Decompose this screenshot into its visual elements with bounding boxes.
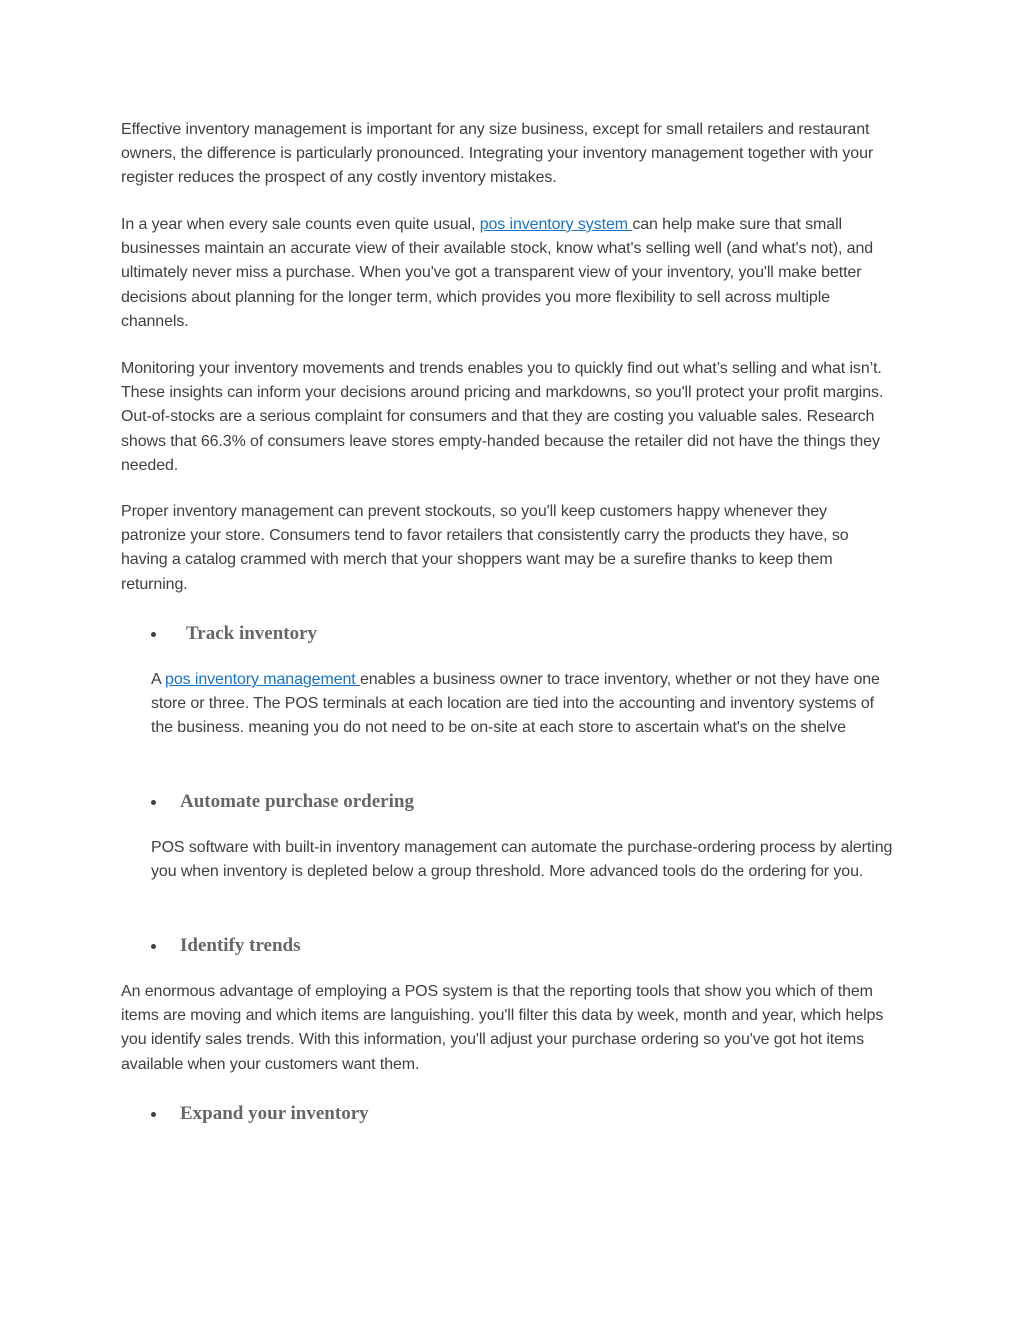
pos-inventory-system-link[interactable]: pos inventory system <box>479 216 633 233</box>
bullet-icon <box>151 632 156 637</box>
identify-trends-heading: Identify trends <box>180 935 301 956</box>
track-inventory-rest: enables a business owner to trace inventory, whether or not they have one store or three. The POS terminals at each location are tied into the accounting and inventory systems of the business. meaning you do not need to be on-site at each store to ascertain what's on the shelve <box>151 671 880 737</box>
bullet-icon <box>151 800 156 805</box>
expand-inventory-bullet <box>151 1101 369 1127</box>
bullet-icon <box>151 944 156 949</box>
intro-paragraph-2-rest: can help make sure that small businesses maintain an accurate view of their available stock, know what's selling well (and what's not), and ultimately never miss a purchase. When you've got a transparent view of your inventory, you'll make better decisions about planning for the longer term, which provides you more flexibility to sell across multiple channels. <box>121 216 874 330</box>
pos-inventory-management-link[interactable]: pos inventory management <box>165 671 360 688</box>
identify-trends-bullet <box>151 933 301 959</box>
intro-paragraph-3: Monitoring your inventory movements and trends enables you to quickly find out what’s selling and what isn’t. These insights can inform your decisions around pricing and markdowns, so you'll protect your profit margins. Out-of-stocks are a serious complaint for consumers and that they are costing you valuable sales. Research shows that 66.3% of consumers leave stores empty-handed because the retailer did not have the things they needed. <box>121 360 884 474</box>
bullet-icon <box>151 1112 156 1117</box>
identify-trends-paragraph: An enormous advantage of employing a POS system is that the reporting tools that show you which of them items are moving and which items are languishing. you'll filter this data by week, month and year, which helps you identify sales trends. With this information, you'll adjust your purchase ordering so you've got hot items available when your customers want them. <box>121 983 884 1073</box>
expand-inventory-heading: Expand your inventory <box>180 1103 369 1124</box>
automate-purchase-heading: Automate purchase ordering <box>180 791 414 812</box>
intro-paragraph-4: Proper inventory management can prevent stockouts, so you'll keep customers happy whenever they patronize your store. Consumers tend to favor retailers that consistently carry the products they have, so having a catalog crammed with merch that your shoppers want may be a surefire thanks to keep them returning. <box>121 503 849 593</box>
track-inventory-paragraph <box>151 668 896 741</box>
automate-purchase-paragraph: POS software with built-in inventory management can automate the purchase-ordering process by alerting you when inventory is depleted below a group threshold. More advanced tools do the ordering for you. <box>151 839 893 881</box>
track-inventory-lead: A <box>151 671 166 688</box>
intro-paragraph-2 <box>121 213 896 334</box>
automate-purchase-bullet <box>151 789 414 815</box>
track-inventory-heading: Track inventory <box>186 623 318 644</box>
track-inventory-bullet <box>151 621 317 647</box>
intro-paragraph-1: Effective inventory management is important for any size business, except for small retailers and restaurant owners, the difference is particularly pronounced. Integrating your inventory management together with your register reduces the prospect of any costly inventory mistakes. <box>121 121 874 187</box>
intro-paragraph-2-lead: In a year when every sale counts even quite usual, <box>121 216 480 233</box>
